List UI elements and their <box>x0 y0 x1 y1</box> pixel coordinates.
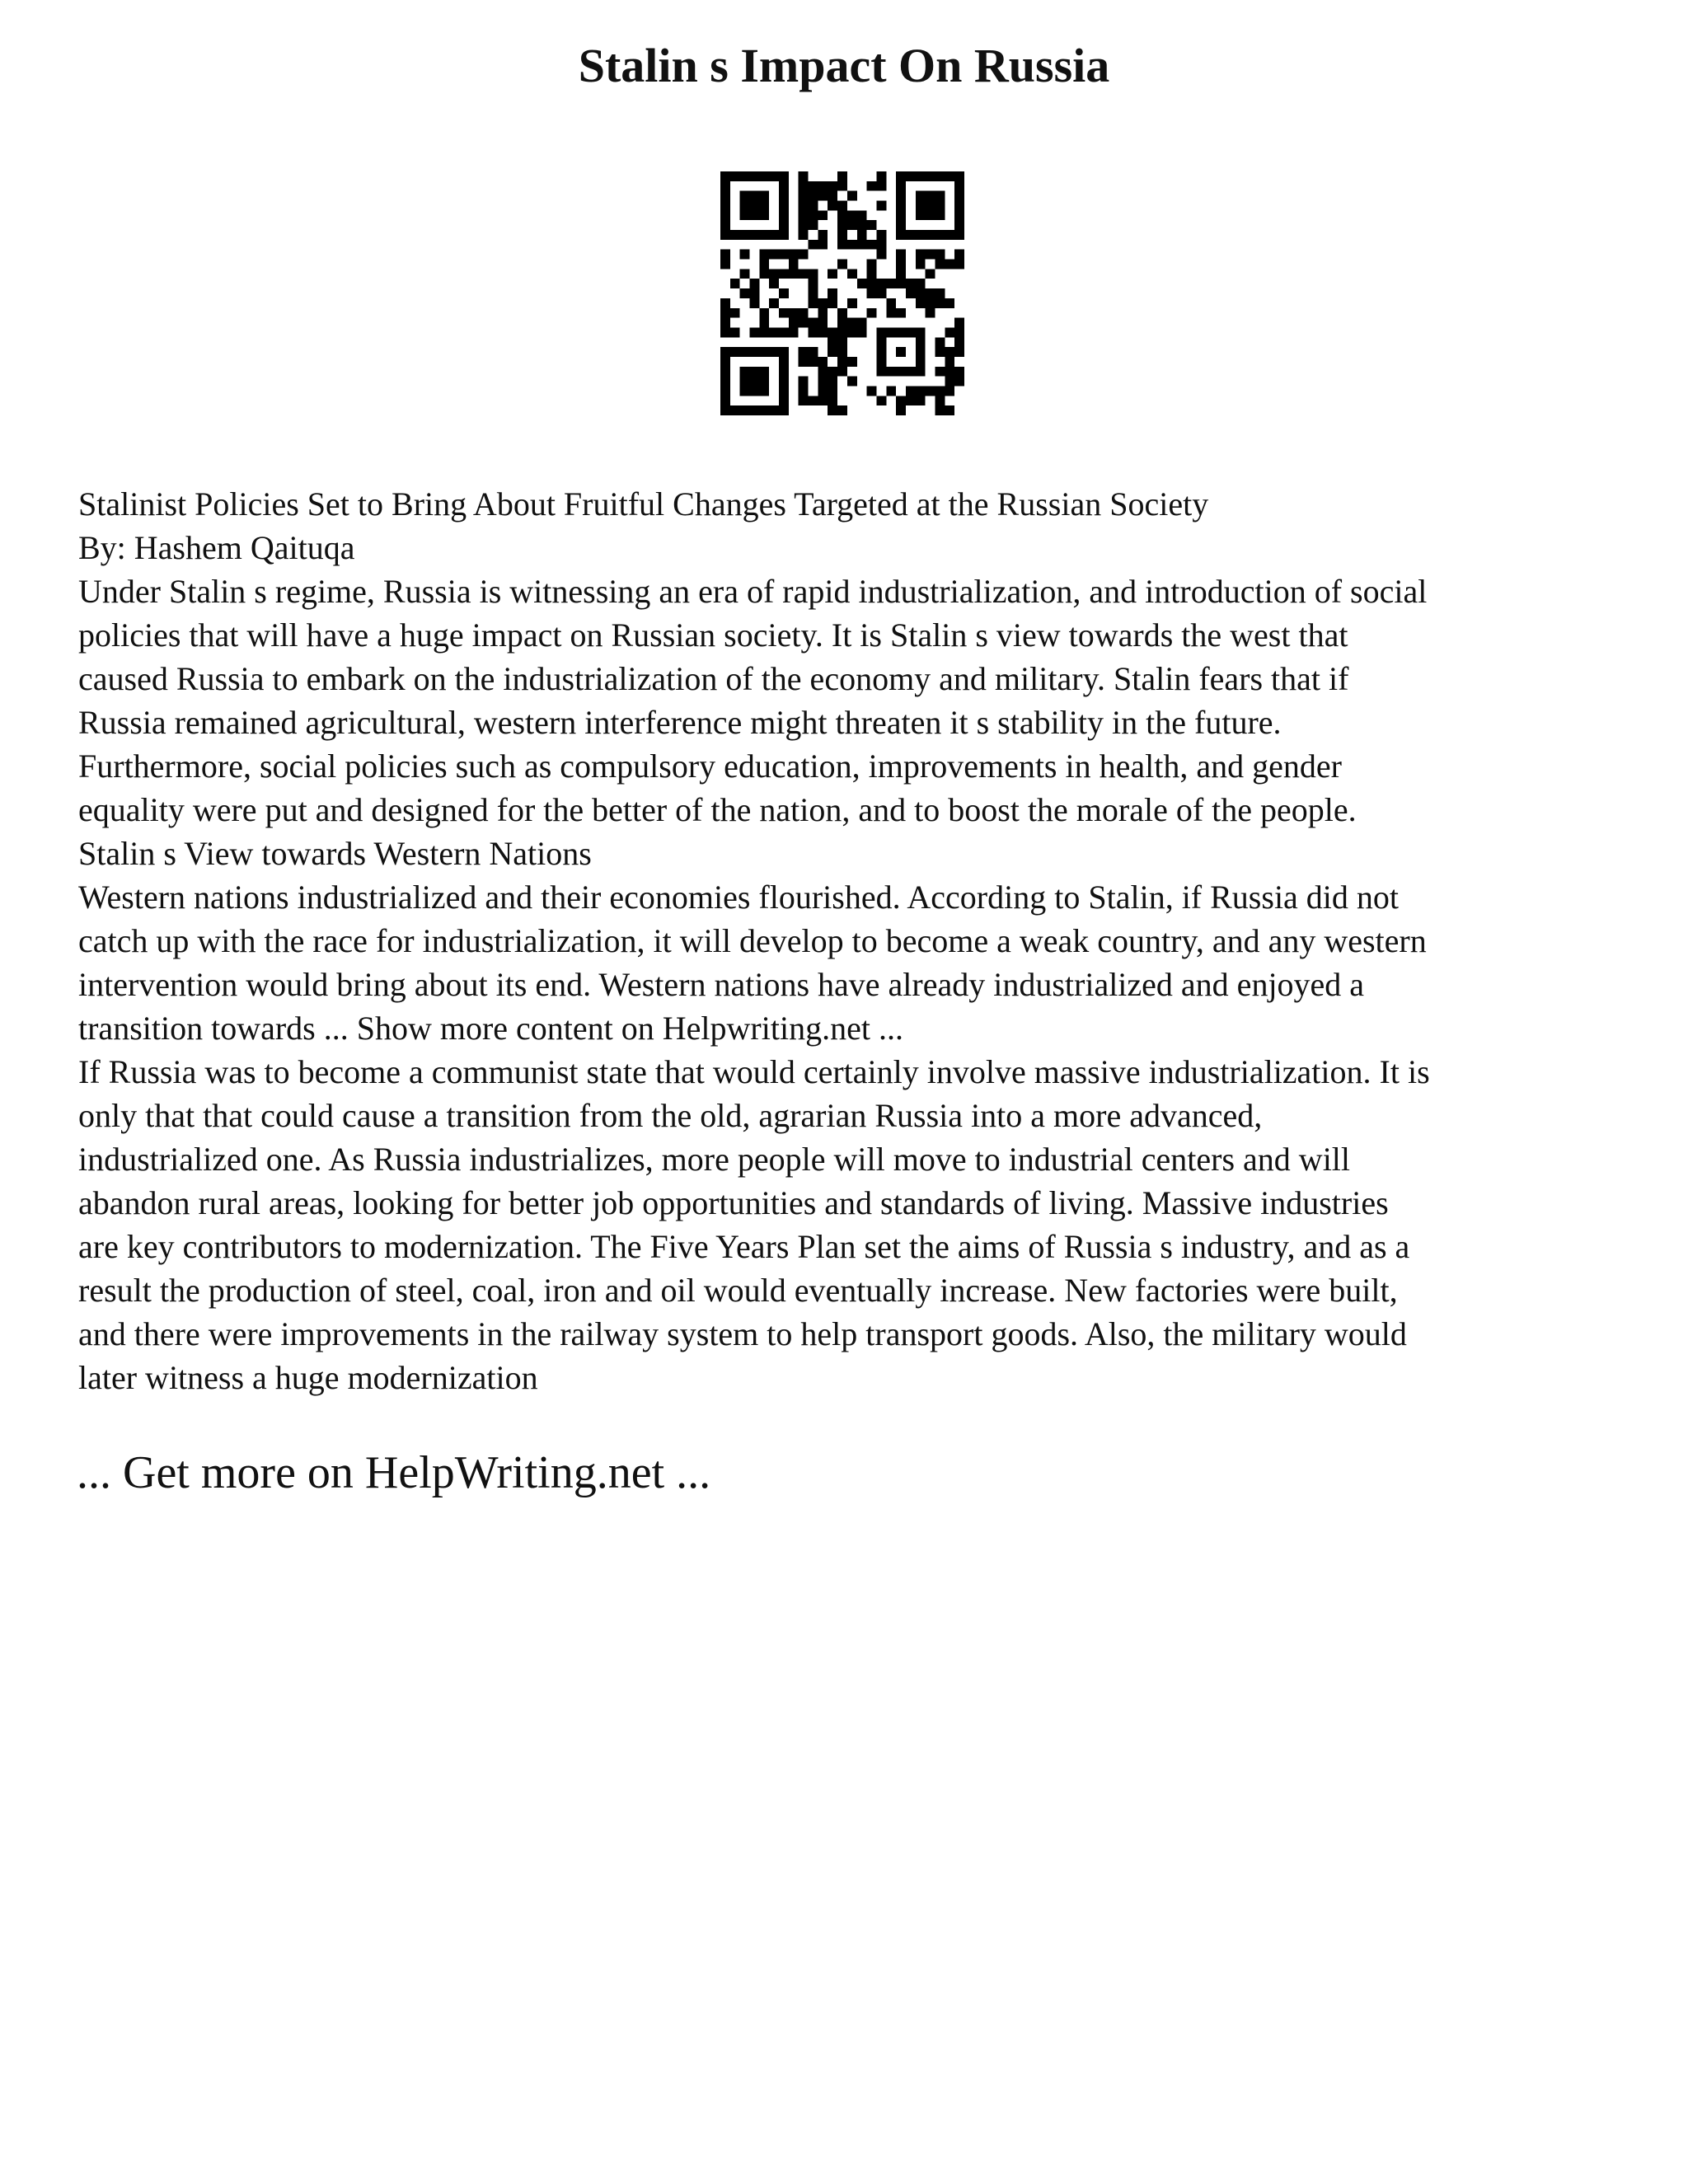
body-line: Stalin s View towards Western Nations <box>78 835 592 872</box>
document-body <box>78 482 1620 1399</box>
body-line: later witness a huge modernization <box>78 1359 538 1396</box>
body-line: abandon rural areas, looking for better job opportunities and standards of living. Massive industries <box>78 1184 1389 1221</box>
body-line: Stalinist Policies Set to Bring About Fruitful Changes Targeted at the Russian Society <box>78 485 1209 523</box>
body-line: equality were put and designed for the better of the nation, and to boost the morale of the people. <box>78 791 1357 828</box>
body-line: and there were improvements in the railway system to help transport goods. Also, the military would <box>78 1315 1407 1352</box>
body-line: are key contributors to modernization. The Five Years Plan set the aims of Russia s industry, and as a <box>78 1228 1410 1265</box>
body-line: catch up with the race for industrialization, it will develop to become a weak country, and any western <box>78 922 1427 959</box>
body-line: caused Russia to embark on the industrialization of the economy and military. Stalin fears that if <box>78 660 1349 697</box>
body-line: If Russia was to become a communist state that would certainly involve massive industrialization. It is <box>78 1053 1430 1090</box>
body-line: Western nations industrialized and their economies flourished. According to Stalin, if Russia did not <box>78 879 1400 916</box>
body-line: intervention would bring about its end. Western nations have already industrialized and enjoyed a <box>78 966 1365 1003</box>
body-line: only that that could cause a transition from the old, agrarian Russia into a more advanced, <box>78 1097 1263 1134</box>
qr-code-icon <box>720 171 964 415</box>
document-title: Stalin s Impact On Russia <box>578 39 1110 92</box>
body-line: Russia remained agricultural, western interference might threaten it s stability in the future. <box>78 704 1282 741</box>
body-line: By: Hashem Qaituqa <box>78 529 355 566</box>
body-line: industrialized one. As Russia industrializes, more people will move to industrial centers and will <box>78 1141 1351 1178</box>
body-line: transition towards ... Show more content on Helpwriting.net ... <box>78 1010 903 1047</box>
body-line: result the production of steel, coal, iron and oil would eventually increase. New factories were built, <box>78 1272 1398 1309</box>
get-more-link[interactable]: ... Get more on HelpWriting.net ... <box>77 1447 711 1498</box>
body-line: Under Stalin s regime, Russia is witnessing an era of rapid industrialization, and introduction of social <box>78 573 1428 610</box>
body-line: Furthermore, social policies such as compulsory education, improvements in health, and gender <box>78 748 1342 785</box>
body-line: policies that will have a huge impact on Russian society. It is Stalin s view towards the west that <box>78 616 1348 654</box>
